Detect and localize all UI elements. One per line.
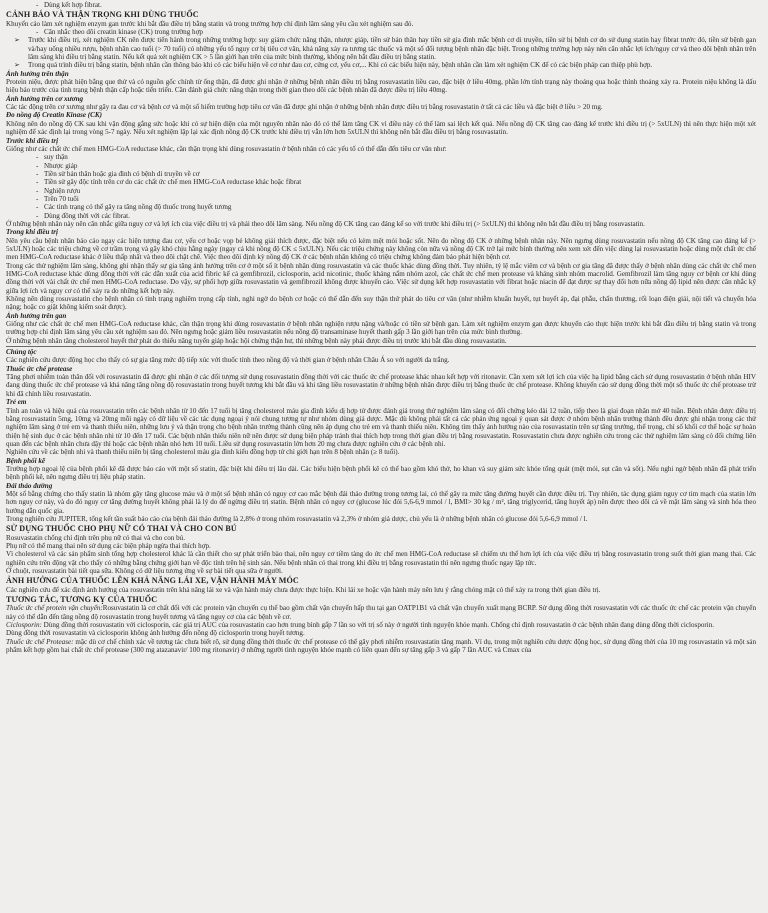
race-text: Các nghiên cứu được động học cho thấy có sự gia tăng mức độ tiếp xúc với thuốc tính theo nồng độ và thời gian ở bệnh nhân Châu Á so với người da trắng. xyxy=(6,356,450,365)
list-item-text: suy thận xyxy=(44,153,68,162)
lung-text: Trường hợp ngoại lệ của bệnh phổi kẽ đã được báo cáo với một số statin, đặc biệt khi điều trị lâu dài. Các biểu hiện bệnh phổi kẽ có thể bao gồm khó thở, ho khan và suy giảm sức khỏe tổng quát (mệt mỏi, sụt cân và sốt). Nếu nghi ngờ bệnh nhân đã phát triển bệnh phổi kẽ, nên ngưng điều trị liệu pháp statin. xyxy=(6,464,756,482)
interactions-p2-text: Dùng đồng thời rosuvastatin với ciclosporin, các giá trị AUC của rosuvastatin cao hơn trung bình gấp 7 lần so với trị số này ở người tình nguyện khỏe mạnh. Chống chỉ định rosuvastatin ở các bệnh nhân đang dùng đồng thời ciclosporin. xyxy=(43,621,715,630)
warnings-intro: Khuyến cáo làm xét nghiệm enzym gan trước khi bắt đầu điều trị bằng statin và trong trường hợp chỉ định lâm sàng yêu cầu xét nghiệm sau đó. xyxy=(6,19,414,28)
list-item: - Dùng đồng thời với các fibrat. xyxy=(36,211,130,220)
list-item: - Nghiện rượu xyxy=(36,186,81,195)
section-interactions-title: TƯƠNG TÁC, TƯƠNG KỴ CỦA THUỐC xyxy=(6,595,158,605)
children-p1: Tính an toàn và hiệu quả của rosuvastatin trên các bệnh nhân từ 10 đến 17 tuổi bị tăng cholesterol máu gia đình kiểu dị hợp tử được đánh giá trong thử nghiệm lâm sàng có đối chứng kéo dài 12 tuần, tiếp theo là giai đoạn nhãn mở 40 tuần. Bệnh nhân được điều trị bằng rosuvastatin 5mg, 10mg và 20mg mỗi ngày có dữ liệu về các tác dụng ngoại ý nói chung tương tự như nhóm dùng giả dược. Mặc dù không phải tất cả các phản ứng ngoại ý quan sát được ở nhóm bệnh nhân trưởng thành đều được ghi nhận trong các thử nghiệm lâm sàng ở trẻ em và thanh thiếu niên, những lưu ý và thận trọng cho bệnh nhân trưởng thành cũng nên áp dụng cho trẻ em và thanh thiếu niên. Không tìm thấy ảnh hưởng nào của rosuvastatin trên sự tăng trưởng, thể trọng, chỉ số khối cơ thể hoặc sự hoàn thiện hệ sinh dục ở các bệnh nhân nhi từ 10 đến 17 tuổi. Các bệnh nhân thiếu niên nữ nên được sử dụng biện pháp tránh thai thích hợp trong thời gian điều trị bằng rosuvastatin. Rosuvastatin chưa được nghiên cứu trong các thử nghiệm lâm sàng có đối chứng liên quan đến các bệnh nhân chưa dậy thì hoặc các bệnh nhân nhỏ hơn 10 tuổi. Liều sử dụng rosuvastatin lớn hơn 20 mg chưa được nghiên cứu ở các bệnh nhi. xyxy=(6,406,756,448)
before-treatment-intro: Giống như các chất ức chế men HMG-CoA reductase khác, cần thận trọng khi dùng rosuvastatin ở bệnh nhân có các yếu tố có thể dẫn đến tiêu cơ vân như: xyxy=(6,144,447,153)
before-treatment-title: Trước khi điều trị xyxy=(6,136,59,145)
children-p2: Nghiên cứu về các bệnh nhi và thanh thiếu niên bị tăng cholesterol máu gia đình kiểu đồng hợp tử chỉ giới hạn trên 8 bệnh nhân (≥ 8 tuổi). xyxy=(6,448,400,457)
list-item-text: Tiền sử gây độc tính trên cơ do các chất ức chế men HMG-CoA reductase khác hoặc fibrat xyxy=(44,178,302,187)
list-item: - Trên 70 tuổi xyxy=(36,194,79,203)
interactions-p3: Dùng đồng thời rosuvastatin và ciclosporin không ảnh hưởng đến nồng độ ciclosporin trong huyết tương. xyxy=(6,629,305,638)
during-treatment-p3: Không nên dùng rosuvastatin cho bệnh nhân có tình trạng nghiêm trọng cấp tính, nghi ngờ do bệnh cơ hoặc có thể dẫn đến suy thận thứ phát do tiêu cơ vân (như nhiễm khuẩn huyết, tụt huyết áp, đại phẫu, chấn thương, rối loạn điện giải, nội tiết và chuyển hóa nặng; hoặc co giật không kiểm soát được). xyxy=(6,295,756,312)
diabetes-title: Đái tháo đường xyxy=(6,481,53,490)
before-treatment-outro: Ở những bệnh nhân này nên cân nhắc giữa nguy cơ và lợi ích của việc điều trị và phải theo dõi lâm sàng. Nếu nồng độ CK tăng cao đáng kể so với trước khi điều trị (> 5xULN) thì không nên bắt đầu điều trị bằng rosuvastatin. xyxy=(6,219,645,228)
driving-text: Các nghiên cứu để xác định ảnh hưởng của rosuvastatin trên khả năng lái xe và vận hành máy chưa được thực hiện. Khi lái xe hoặc vận hành máy nên lưu ý rằng chóng mặt có thể xảy ra trong thời gian điều trị. xyxy=(6,585,601,594)
section-driving-title: ẢNH HƯỞNG CỦA THUỐC LÊN KHẢ NĂNG LÁI XE, VẬN HÀNH MÁY MÓC xyxy=(6,576,299,586)
risk-factor-list xyxy=(6,153,756,220)
interactions-p1-lead: Thuốc ức chế protein vận chuyển: xyxy=(6,604,103,613)
pregnancy-p2: Phụ nữ có thể mang thai nên sử dụng các biện pháp ngừa thai thích hợp. xyxy=(6,542,211,550)
list-item-text: Trên 70 tuổi xyxy=(44,194,79,203)
pregnancy-p3: Vì cholesterol và các sản phẩm sinh tổng hợp cholesterol khác là cần thiết cho sự phát triển bào thai, nên nguy cơ tiềm tàng do ức chế men HMG-CoA reductase sẽ chiếm ưu thế hơn lợi ích của việc điều trị bằng rosuvastatin trong suốt thời gian mang thai. Các nghiên cứu trên động vật cho thấy có những bằng chứng giới hạn về độc tính trên hệ sinh sản. Nếu bệnh nhân có thai trong khi điều trị bằng rosuvastatin thì nên ngưng thuốc ngay lập tức. xyxy=(6,550,756,567)
arrow-bullet-icon: ➢ xyxy=(14,36,20,45)
ck-measure-text: Không nên đo nồng độ CK sau khi vận động gắng sức hoặc khi có sự hiện diện của một nguyên nhân nào đó có thể làm tăng CK vì điều này có thể làm sai lệch kết quả. Nếu nồng độ CK tăng cao đáng kể trước khi điều trị (> 5xULN) thì nên thực hiện một xét nghiệm để xác định lại trong vòng 5-7 ngày. Nếu xét nghiệm lặp lại xác định nồng độ CK trước khi điều trị vẫn lớn hơn 5xULN thì không nên bắt đầu điều trị bằng rosuvastatin. xyxy=(6,119,756,137)
interactions-p2 xyxy=(6,621,756,629)
top-list-item: - Dùng kết hợp fibrat. xyxy=(36,1,102,9)
kidney-title: Ảnh hưởng trên thận xyxy=(6,69,69,78)
warning-bullet-1-text: Trước khi điều trị, xét nghiệm CK nên được tiến hành trong những trường hợp: suy giảm chức năng thận, nhược giáp, tiền sử bản thân hay tiền sử gia đình mắc bệnh cơ di truyền, tiền sử bị bệnh cơ do sử dụng statin hay fibrat trước đó, tiền sử bệnh gan và/hay uống nhiều rượu, bệnh nhân cao tuổi (> 70 tuổi) có những yếu tố nguy cơ bị tiêu cơ vân, khả năng xảy ra tương tác thuốc và một số đối tượng bệnh nhân đặc biệt. Trong những trường hợp này nên cân nhắc lợi ích/nguy cơ và theo dõi bệnh nhân trên lâm sàng khi điều trị bằng statin. Nếu kết quả xét nghiệm CK > 5 lần giới hạn trên của mức bình thường, không nên bắt đầu điều trị bằng statin. xyxy=(28,36,756,62)
section-warnings-title: CẢNH BÁO VÀ THẬN TRỌNG KHI DÙNG THUỐC xyxy=(6,10,199,20)
children-title: Trẻ em xyxy=(6,398,27,407)
list-item: - suy thận xyxy=(36,153,68,162)
ck-line: - Cân nhắc theo dõi creatin kinase (CK) trong trường hợp xyxy=(36,28,203,37)
interactions-p1-text: Rosuvastatin là cơ chất đối với các protein vận chuyển cụ thể bao gồm chất vận chuyển hấp thu tại gan OATP1B1 và chất vận chuyển xuất mạng BCRP. Sử dụng đồng thời rosuvastatin với các thuốc ức chế các protein vận chuyển này có thể dẫn đến tăng nồng độ rosuvastatin trong huyết tương và tăng nguy cơ của các bệnh về cơ. xyxy=(6,604,756,621)
interactions-p1 xyxy=(6,604,756,621)
interactions-p4 xyxy=(6,638,756,655)
diabetes-p2: Trong nghiên cứu JUPITER, tổng kết tần suất báo cáo của bệnh đái tháo đường là 2,8% ở trong nhóm rosuvastatin và 2,3% ở nhóm giả dược, chủ yếu là ở những bệnh nhân có glucose đói 5,6-6,9 mmol / l. xyxy=(6,514,588,523)
list-item-text: Nhược giáp xyxy=(44,161,78,170)
pregnancy-p4: Ở chuột, rosuvastatin bài tiết qua sữa. Không có dữ liệu tương ứng về sự bài tiết qua sữa ở người. xyxy=(6,567,283,576)
divider xyxy=(6,346,756,347)
list-item-text: Dùng đồng thời với các fibrat. xyxy=(44,211,130,220)
list-item-text: Các tình trạng có thể gây ra tăng nồng độ thuốc trong huyết tương xyxy=(44,203,232,212)
liver-p2: Ở những bệnh nhân tăng cholesterol huyết thứ phát do thiểu năng tuyến giáp hoặc hội chứng thận hư, thì những bệnh này phải được điều trị trước khi bắt đầu dùng rosuvastatin. xyxy=(6,336,507,345)
pregnancy-p1: Rosuvastatin chống chỉ định trên phụ nữ có thai và cho con bú. xyxy=(6,533,185,542)
muscle-text: Các tác động trên cơ xương như gây ra đau cơ và bệnh cơ và một số hiếm trường hợp tiêu cơ vân đã được ghi nhận ở những bệnh nhân được điều trị bằng rosuvastatin ở tất cả các liều và đặc biệt ở liều > 20 mg. xyxy=(6,103,603,112)
during-treatment-p2: Trong các thử nghiệm lâm sàng, không ghi nhận thấy sự gia tăng ảnh hưởng trên cơ ở một số ít bệnh nhân dùng rosuvastatin và các thuốc khác dùng đồng thời. Tuy nhiên, tỷ lệ mắc viêm cơ và bệnh cơ gia tăng đã được thấy ở bệnh nhân dùng các chất ức chế men HMG-CoA reductase khác dùng đồng thời với các dẫn xuất của acid fibric kể cả gemfibrozil, ciclosporin, acid nicotinic, thuốc kháng nấm nhóm azol, các chất ức chế men protease và kháng sinh nhóm macrolid. Gemfibrozil làm tăng nguy cơ bệnh cơ khi dùng đồng thời với vài chất ức chế men HMG-CoA reductase. Do vậy, sự phối hợp giữa rosuvastatin và gemfibrozil không được khuyến cáo. Việc sử dụng kết hợp rosuvastatin với fibrat hoặc niacin để đạt được sự thay đổi hơn nữa nồng độ lipid nên được cân nhắc kỹ giữa lợi ích và nguy cơ có thể xảy ra do những kết hợp này. xyxy=(6,261,756,295)
interactions-p4-lead: Thuốc ức chế Protease: xyxy=(6,637,74,646)
muscle-title: Ảnh hưởng trên cơ xương xyxy=(6,94,84,103)
ck-line-text: Cân nhắc theo dõi creatin kinase (CK) trong trường hợp xyxy=(44,28,203,37)
list-item: - Tiền sử bản thân hoặc gia đình có bệnh di truyền về cơ xyxy=(36,169,200,178)
during-treatment-title: Trong khi điều trị xyxy=(6,228,58,237)
list-item: - Tiền sử gây độc tính trên cơ do các chất ức chế men HMG-CoA reductase khác hoặc fibrat xyxy=(36,178,302,187)
diabetes-p1: Một số bằng chứng cho thấy statin là nhóm gây tăng glucose máu và ở một số bệnh nhân có nguy cơ cao mắc bệnh đái tháo đường trong tương lai, có thể gây ra mức tăng đường huyết cần được điều trị. Tuy nhiên, tác dụng giảm nguy cơ tim mạch của statin lớn hơn nguy cơ này, và do đó nguy cơ tăng đường huyết không phải là lý do để ngừng điều trị statin. Bệnh nhân có nguy cơ (glucose lúc đói 5,6-6,9 mmol / l, BMI> 30 kg / m², tăng triglycerid, tăng huyết áp) nên được theo dõi cả về mặt lâm sàng và sinh hóa theo hướng dẫn quốc gia. xyxy=(6,489,756,515)
lung-title: Bệnh phổi kẽ xyxy=(6,456,46,465)
ck-measure-title: Đo nồng độ Creatin Kinase (CK) xyxy=(6,111,102,120)
during-treatment-p1: Nên yêu cầu bệnh nhân báo cáo ngay các hiện tượng đau cơ, yếu cơ hoặc vọp bẻ không giải thích được, đặc biệt nếu có kèm mệt mỏi hoặc sốt. Nên đo nồng độ CK ở những bệnh nhân này. Nên ngưng dùng rosuvastatin nếu nồng độ CK tăng cao đáng kể (> 5xULN) hoặc các triệu chứng về cơ trầm trọng và gây khó chịu hằng ngày (ngay cả khi nồng độ CK ≤ 5xULN). Nếu các triệu chứng này không còn nữa và nồng độ CK trở lại mức bình thường nên xem xét đến việc dùng lại rosuvastatin hoặc dùng một chất ức chế men HMG-CoA reductase khác ở liều thấp nhất và theo dõi chặt chẽ. Việc theo dõi định kỳ nồng độ CK ở các bệnh nhân không có triệu chứng không đảm bảo phát hiện bệnh cơ. xyxy=(6,236,756,262)
warning-bullet-2 xyxy=(6,61,756,69)
kidney-text: Protein niệu, được phát hiện bằng que thử và có nguồn gốc chính từ ống thận, đã được ghi nhận ở những bệnh nhân điều trị bằng rosuvastatin liều cao, đặc biệt ở liều 40mg, phần lớn tính trạng này thoáng qua hoặc thỉnh thoảng xảy ra. Protein niệu không là dấu hiệu báo trước của tình trạng bệnh thận cấp hoặc tiến triển. Cần đánh giá chức năng thận trong thời gian theo dõi các bệnh nhân đã được điều trị liều 40mg. xyxy=(6,78,756,95)
warning-bullet-2-text: Trong quá trình điều trị bằng statin, bệnh nhân cần thông báo khi có các biểu hiện về cơ như đau cơ, cứng cơ, yếu cơ,... Khi có các biểu hiện này, bệnh nhân cần làm xét nghiệm CK để có các biện pháp can thiệp phù hợp. xyxy=(28,61,653,70)
list-item: - Các tình trạng có thể gây ra tăng nồng độ thuốc trong huyết tương xyxy=(36,203,232,212)
warning-bullet-1 xyxy=(6,36,756,61)
list-item-text: Tiền sử bản thân hoặc gia đình có bệnh di truyền về cơ xyxy=(44,169,200,178)
liver-p1: Giống như các chất ức chế men HMG-CoA reductase khác, cần thận trọng khi dùng rosuvastatin ở bệnh nhân nghiện rượu nặng và/hoặc có tiền sử bệnh gan. Làm xét nghiệm enzym gan được khuyến cáo thực hiện trước khi bắt đầu điều trị bằng statin và trong trường hợp chỉ định lâm sàng yêu cầu xét nghiệm sau đó. Nên ngưng hoặc giảm liều rosuvastatin nếu nồng độ transaminase huyết thanh gấp 3 lần giới hạn trên của mức bình thường. xyxy=(6,320,756,337)
interactions-p4-text: mặc dù cơ chế chính xác về tương tác chưa biết rõ, sử dụng đồng thời thuốc ức chế protease có thể gây phơi nhiễm rosuvastatin tăng mạnh. Ví dụ, trong một nghiên cứu dược động học, sử dụng đồng thời của 10 mg rosuvastatin và một sản phẩm kết hợp gồm hai chất ức chế protease (300 mg atazanavir/ 100 mg ritonavir) ở những người tình nguyện khỏe mạnh có liên quan đến sự tăng gấp 3 và gấp 7 lần AUC và Cmax của xyxy=(6,637,756,655)
section-pregnancy-title: SỬ DỤNG THUỐC CHO PHỤ NỮ CÓ THAI VÀ CHO CON BÚ xyxy=(6,524,237,534)
liver-title: Ảnh hưởng trên gan xyxy=(6,311,67,320)
list-item: - Nhược giáp xyxy=(36,161,78,170)
list-item-text: Nghiện rượu xyxy=(44,186,81,195)
race-title: Chủng tộc xyxy=(6,348,37,357)
protease-text: Tăng phơi nhiễm toàn thân đối với rosuvastatin đã được ghi nhận ở các đối tượng sử dụng rosuvastatin đồng thời với các thuốc ức chế protease khác nhau kết hợp với ritonavir. Cần xem xét lợi ích của việc hạ lipid bằng cách sử dụng rosuvastatin ở bệnh nhân HIV đang dùng thuốc ức chế protease và khả năng tăng nồng độ rosuvastatin trong huyết tương khi bắt đầu và khi tăng liều rosuvastatin ở những bệnh nhân được điều trị bằng thuốc ức chế protease. Không khuyến cáo sử dụng đồng thời một số thuốc ức chế protease trừ khi đã chỉnh liều rosuvastatin. xyxy=(6,373,756,398)
interactions-p2-lead: Ciclosporin: xyxy=(6,621,42,630)
protease-title: Thuốc ức chế protease xyxy=(6,364,73,373)
top-item-text: Dùng kết hợp fibrat. xyxy=(44,1,102,9)
arrow-bullet-icon: ➢ xyxy=(14,61,20,70)
